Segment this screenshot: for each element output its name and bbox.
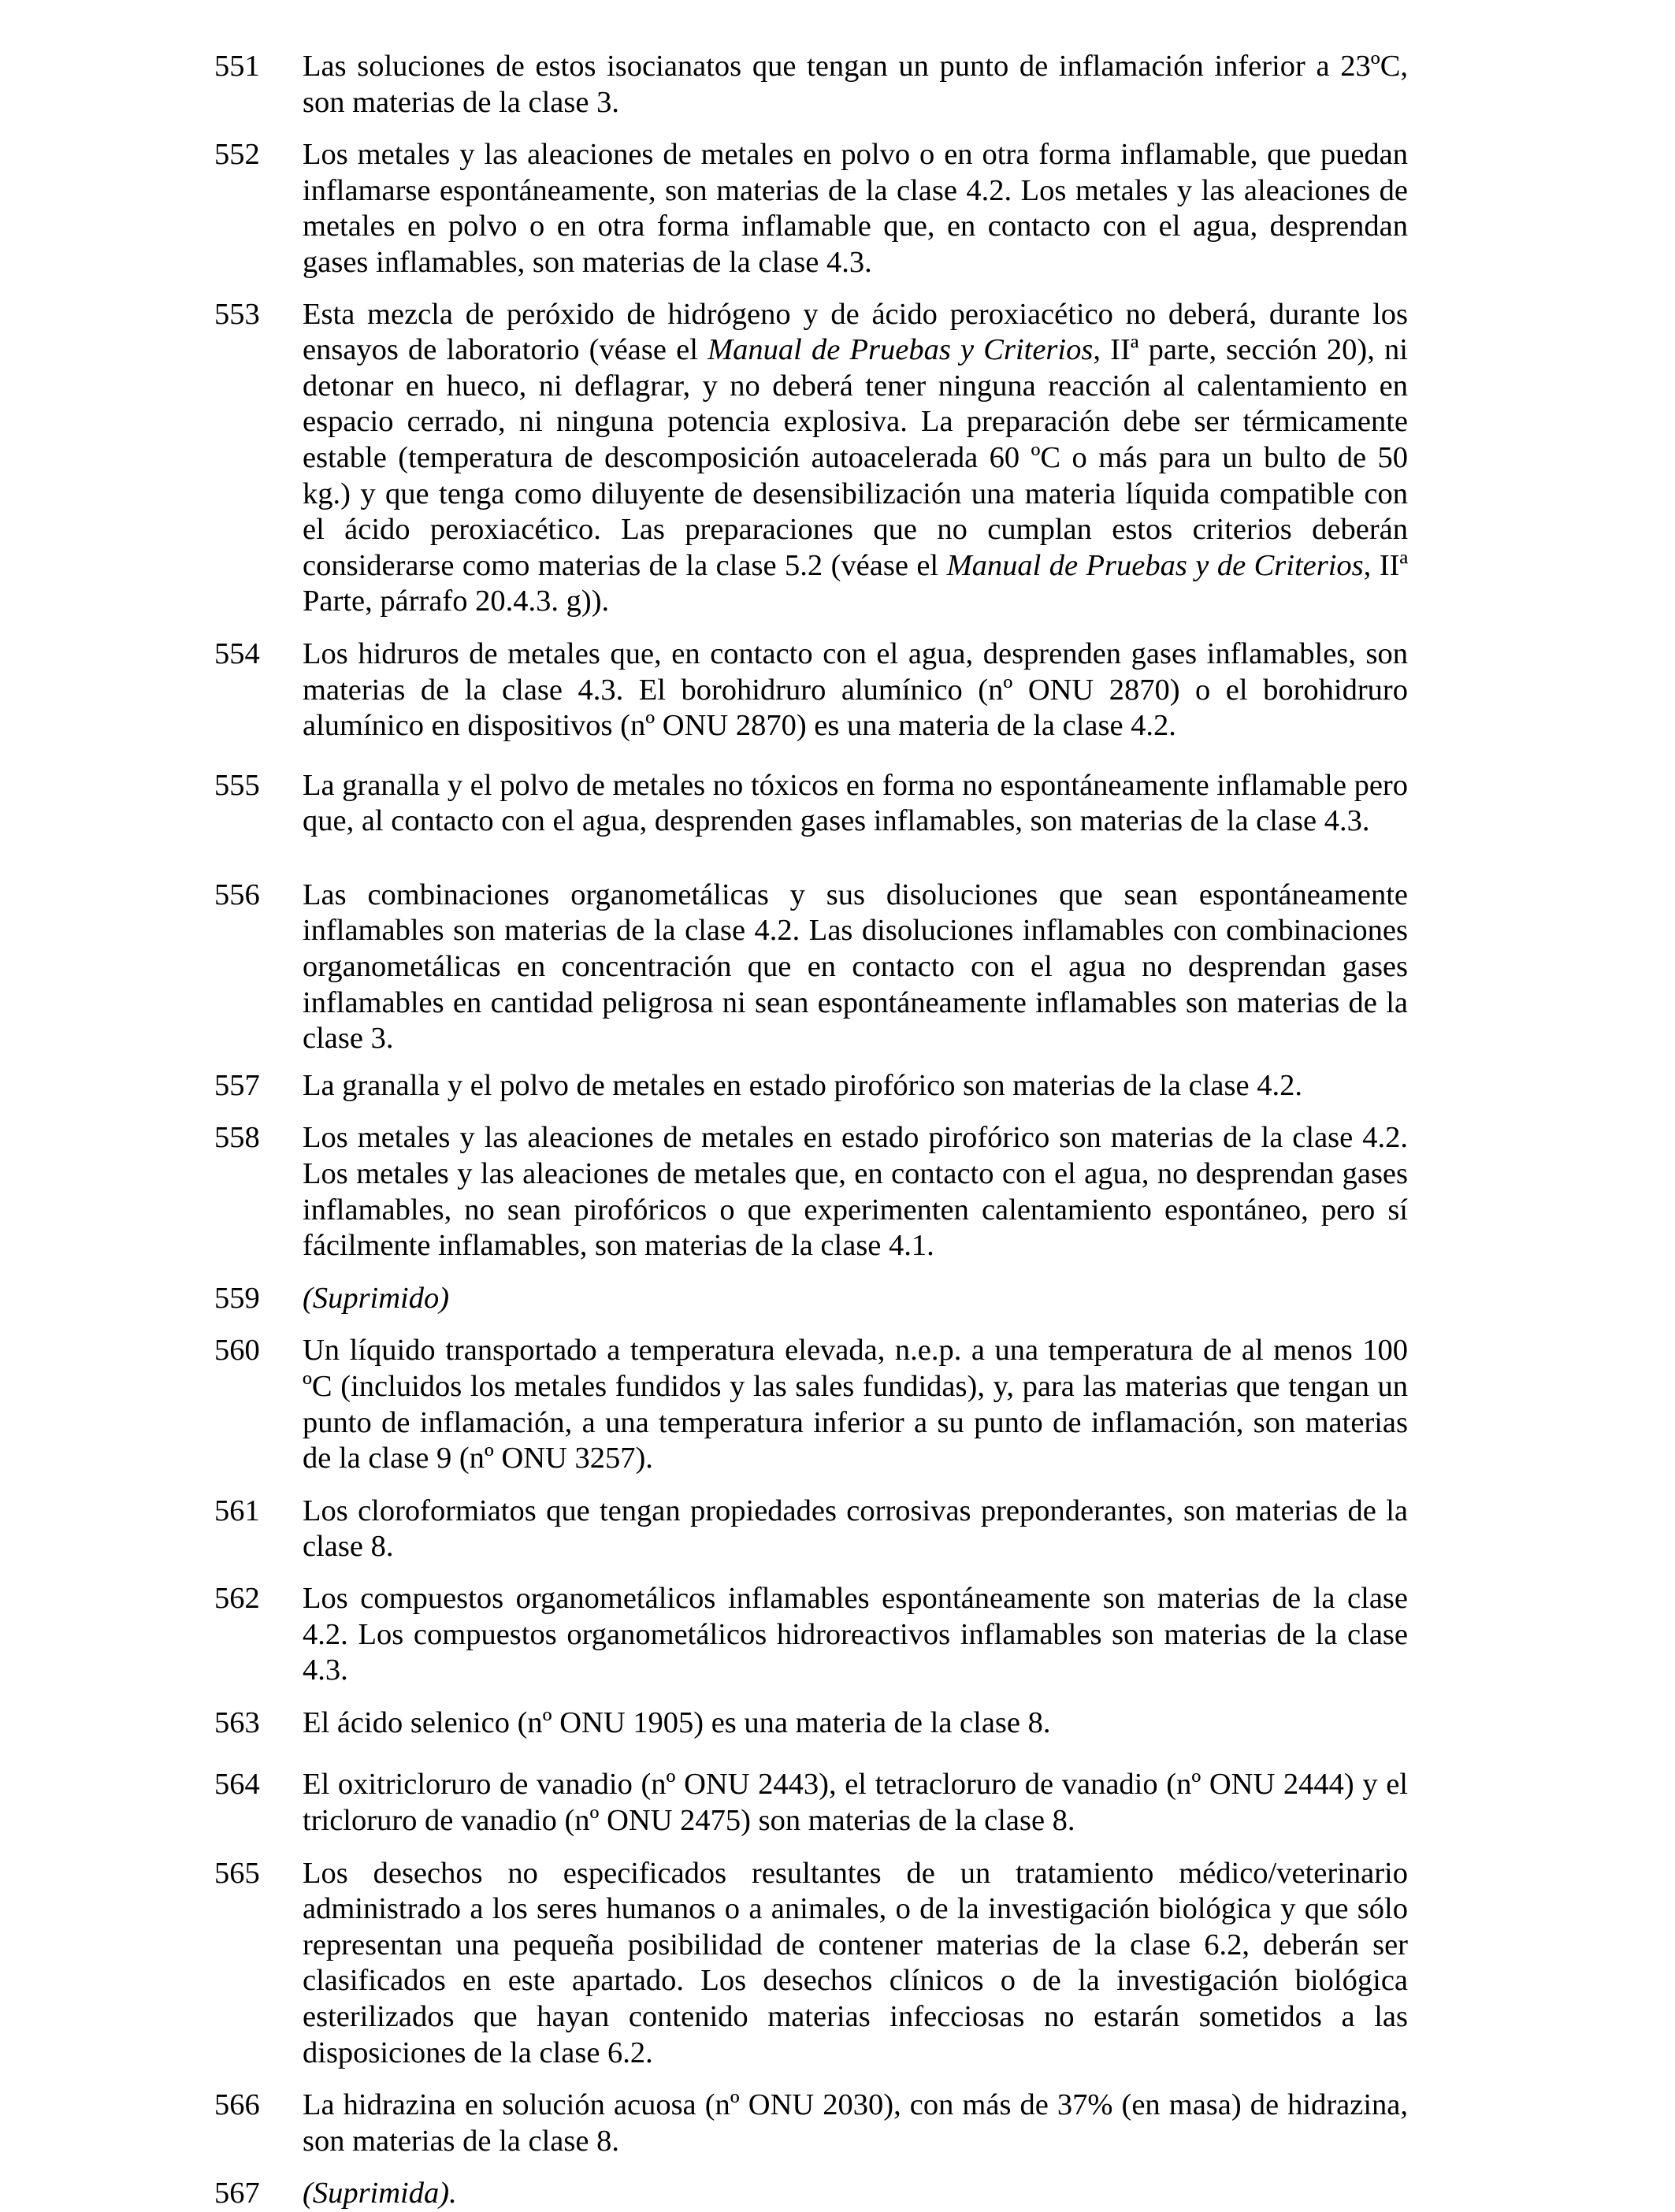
provision-number: 555 (214, 768, 260, 802)
provision-text: Los metales y las aleaciones de metales en polvo o en otra forma inflamable, que puedan inflamarse espontáneamente, son materias de la clase 4.2. Los metales y las aleaciones de metales en polvo o en otra forma inflamable que, en contacto con el agua, desprendan gases inflamables, son materias de la clase 4.3. (303, 138, 1408, 279)
special-provisions-list (214, 49, 1408, 2212)
provision-number: 558 (214, 1121, 260, 1155)
provision-551 (214, 49, 1408, 121)
provision-number: 552 (214, 138, 260, 172)
provision-text: El oxitricloruro de vanadio (nº ONU 2443), el tetracloruro de vanadio (nº ONU 2444) y el tricloruro de vanadio (nº ONU 2475) son materias de la clase 8. (303, 1768, 1408, 1837)
provision-number: 563 (214, 1705, 260, 1739)
provision-text: El ácido selenico (nº ONU 1905) es una materia de la clase 8. (303, 1705, 1051, 1739)
provision-text: La granalla y el polvo de metales en estado pirofórico son materias de la clase 4.2. (303, 1068, 1302, 1102)
provision-number: 562 (214, 1581, 260, 1615)
provision-text: Un líquido transportado a temperatura elevada, n.e.p. a una temperatura de al menos 100 ºC (incluidos los metales fundidos y las sales fundidas), y, para las materias que tengan un punto de inflamación, a una temperatura inferior a su punto de inflamación, son materias de la clase 9 (nº ONU 3257). (303, 1334, 1408, 1475)
provision-563 (214, 1705, 1408, 1742)
provision-text: Los desechos no especificados resultantes de un tratamiento médico/veterinario administrado a los seres humanos o a animales, o de la investigación biológica y que sólo representan una pequeña posibilidad de contener materias de la clase 6.2, deberán ser clasificados en este apartado. Los desechos clínicos o de la investigación biológica esterilizados que hayan contenido materias infecciosas no estarán sometidos a las disposiciones de la clase 6.2. (303, 1856, 1408, 2069)
provision-text (303, 297, 1408, 620)
provision-number: 557 (214, 1068, 260, 1102)
provision-text-part: , IIª parte, sección 20), ni detonar en hueco, ni deflagrar, y no deberá tener ninguna reacción al calentamiento en espacio cerrado, ni ninguna potencia explosiva. La preparación debe ser térmicamente estable (temperatura de descomposición autoacelerada 60 ºC o más para un bulto de 50 kg.) y que tenga como diluyente de desensibilización una materia líquida compatible con el ácido peroxiacético. Las preparaciones que no cumplan estos criterios deberán considerarse como materias de la clase 5.2 (véase el (303, 333, 1408, 582)
provision-number: 554 (214, 637, 260, 670)
provision-text: Los metales y las aleaciones de metales en estado pirofórico son materias de la clase 4.2. Los metales y las aleaciones de metales que, en contacto con el agua, no desprendan gases inflamables, no sean pirofóricos o que experimenten calentamiento espontáneo, pero sí fácilmente inflamables, son materias de la clase 4.1. (303, 1121, 1408, 1263)
provision-552 (214, 137, 1408, 280)
provision-text: La hidrazina en solución acuosa (nº ONU 2030), con más de 37% (en masa) de hidrazina, son materias de la clase 8. (303, 2088, 1408, 2158)
provision-text: (Suprimido) (303, 1281, 450, 1315)
provision-number: 564 (214, 1768, 260, 1802)
provision-text: Los compuestos organometálicos inflamables espontáneamente son materias de la clase 4.2. Los compuestos organometálicos hidroreactivos inflamables son materias de la clase 4.3. (303, 1581, 1408, 1687)
provision-number: 556 (214, 878, 260, 911)
provision-567 (214, 2176, 1408, 2212)
provision-559 (214, 1281, 1408, 1317)
provision-number: 559 (214, 1281, 260, 1315)
provision-text-part: Esta mezcla de peróxido de hidrógeno y de ácido peroxiacético no deberá, durante los ensayos de laboratorio (véase el (303, 297, 1408, 367)
provision-number: 561 (214, 1494, 260, 1527)
manual-reference: Manual de Pruebas y de Criterios (946, 548, 1364, 582)
provision-text: Los cloroformiatos que tengan propiedades corrosivas preponderantes, son materias de la clase 8. (303, 1494, 1408, 1564)
provision-561 (214, 1494, 1408, 1565)
provision-text: Las soluciones de estos isocianatos que tengan un punto de inflamación inferior a 23ºC, son materias de la clase 3. (303, 50, 1408, 119)
provision-556 (214, 878, 1408, 1057)
provision-566 (214, 2088, 1408, 2159)
provision-560 (214, 1333, 1408, 1476)
provision-text: Los hidruros de metales que, en contacto con el agua, desprenden gases inflamables, son materias de la clase 4.3. El borohidruro alumínico (nº ONU 2870) o el borohidruro alumínico en dispositivos (nº ONU 2870) es una materia de la clase 4.2. (303, 637, 1408, 743)
provision-565 (214, 1856, 1408, 2072)
provision-557 (214, 1068, 1408, 1104)
provision-text-part: , IIª Parte, párrafo 20.4.3. g)). (303, 548, 1408, 618)
provision-553 (214, 297, 1408, 620)
provision-text: La granalla y el polvo de metales no tóxicos en forma no espontáneamente inflamable pero que, al contacto con el agua, desprenden gases inflamables, son materias de la clase 4.3. (303, 768, 1408, 838)
provision-text: Las combinaciones organometálicas y sus disoluciones que sean espontáneamente inflamables son materias de la clase 4.2. Las disoluciones inflamables con combinaciones organometálicas en concentración que en contacto con el agua no desprendan gases inflamables en cantidad peligrosa ni sean espontáneamente inflamables son materias de la clase 3. (303, 878, 1408, 1056)
manual-reference: Manual de Pruebas y Criterios (708, 333, 1094, 367)
provision-558 (214, 1120, 1408, 1264)
provision-number: 560 (214, 1334, 260, 1368)
provision-number: 566 (214, 2088, 260, 2122)
provision-number: 551 (214, 50, 260, 83)
provision-number: 567 (214, 2177, 260, 2210)
provision-text: (Suprimida). (303, 2177, 457, 2210)
provision-562 (214, 1581, 1408, 1689)
provision-number: 565 (214, 1856, 260, 1890)
provision-number: 553 (214, 297, 260, 331)
provision-564 (214, 1767, 1408, 1839)
provision-555 (214, 768, 1408, 840)
provision-554 (214, 637, 1408, 744)
